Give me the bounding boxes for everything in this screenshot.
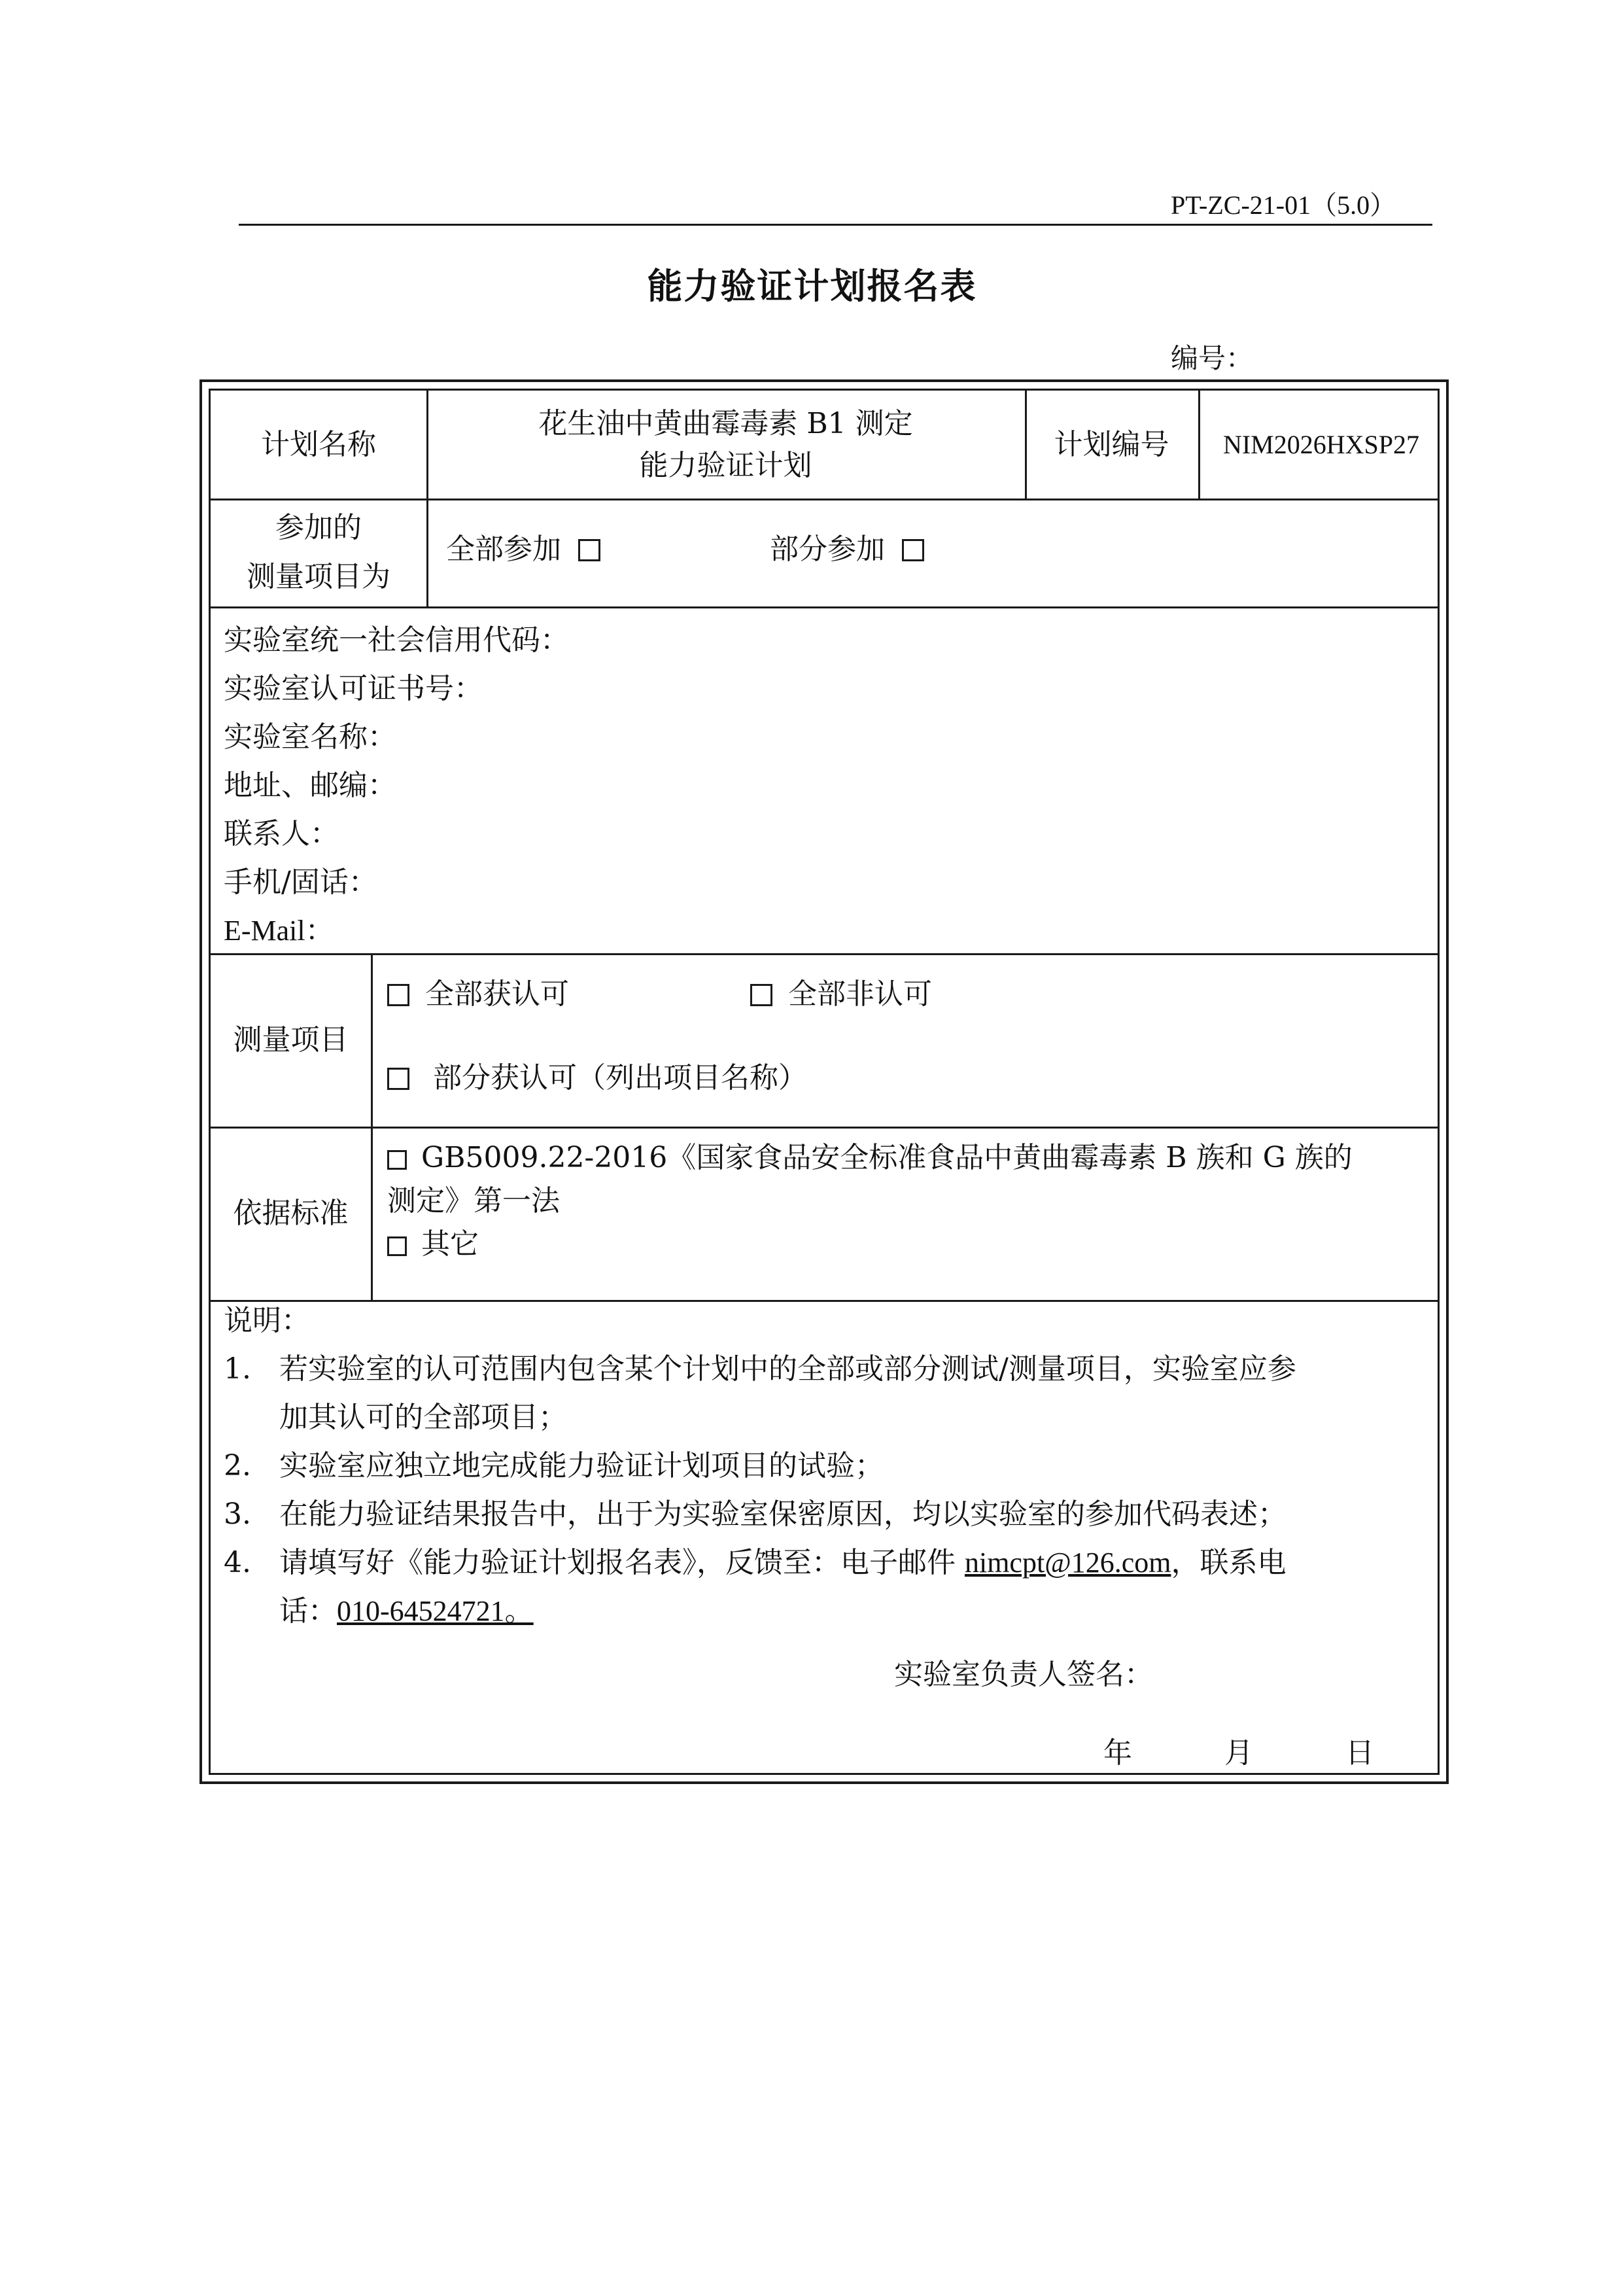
- plan-code-label-text: 计划编号: [1054, 427, 1169, 461]
- lab-info-section: [224, 616, 569, 955]
- row-divider: [211, 1127, 1438, 1129]
- standard-other-label: 其它: [421, 1227, 479, 1261]
- form-outer-border: [199, 379, 1449, 1784]
- signature-label[interactable]: 实验室负责人签名：: [894, 1658, 1153, 1691]
- standard-label: [211, 1127, 371, 1300]
- field-email[interactable]: E-Mail：: [224, 915, 334, 947]
- date-day-label[interactable]: 日: [1345, 1736, 1374, 1770]
- checkbox-standard-other[interactable]: [387, 1236, 407, 1256]
- notes-section: [224, 1297, 1425, 1636]
- plan-name-line-2: 能力验证计划: [639, 448, 812, 482]
- plan-code-value-text: NIM2026HXSP27: [1222, 429, 1420, 459]
- note-item: [224, 1442, 1425, 1490]
- option-all-accredited-label: 全部获认可: [425, 977, 569, 1011]
- note-3-text: 在能力验证结果报告中，出于为实验室保密原因，均以实验室的参加代码表述；: [279, 1498, 1287, 1531]
- note-item: [224, 1490, 1425, 1539]
- note-4-text-cont: ，联系电: [1171, 1546, 1287, 1579]
- note-item: [224, 1345, 1425, 1442]
- row-divider: [211, 606, 1438, 608]
- checkbox-participate-partial[interactable]: [902, 539, 924, 561]
- plan-name-line-1: 花生油中黄曲霉毒素 B1 测定: [538, 406, 913, 440]
- plan-name-label-text: 计划名称: [261, 427, 376, 461]
- checkbox-all-non-accredited[interactable]: [750, 984, 772, 1006]
- notes-title: 说明：: [224, 1304, 310, 1337]
- option-participate-all-label: 全部参加: [446, 533, 561, 566]
- checkbox-all-accredited[interactable]: [387, 984, 409, 1006]
- note-number: 4.: [224, 1546, 251, 1579]
- note-2-text: 实验室应独立地完成能力验证计划项目的试验；: [279, 1449, 884, 1482]
- checkbox-standard-gb[interactable]: [387, 1150, 407, 1170]
- option-standard-other[interactable]: [387, 1223, 1353, 1266]
- note-number: 1.: [224, 1352, 251, 1386]
- standard-label-text: 依据标准: [233, 1196, 349, 1230]
- option-all-accredited[interactable]: [387, 973, 569, 1016]
- column-divider: [371, 953, 373, 1300]
- option-standard-gb[interactable]: [387, 1136, 1353, 1180]
- date-month-label[interactable]: 月: [1224, 1736, 1253, 1770]
- date-year-label[interactable]: 年: [1103, 1736, 1132, 1770]
- checkbox-partial-accredited[interactable]: [387, 1068, 409, 1090]
- plan-code-label: [1025, 391, 1198, 499]
- contact-phone: 010-64524721。: [337, 1595, 534, 1627]
- checkbox-participate-all[interactable]: [578, 539, 600, 561]
- form-title: 能力验证计划报名表: [647, 266, 977, 307]
- note-4-tel-label: 话：: [279, 1594, 337, 1628]
- header-rule: [239, 224, 1432, 226]
- note-1-line-1: 若实验室的认可范围内包含某个计划中的全部或部分测试/测量项目，实验室应参: [279, 1352, 1296, 1386]
- field-contact-person[interactable]: 联系人：: [224, 817, 339, 850]
- participation-label: [211, 499, 426, 606]
- field-address-postcode[interactable]: 地址、邮编：: [224, 769, 396, 802]
- option-all-non-accredited-label: 全部非认可: [788, 977, 932, 1011]
- field-credit-code[interactable]: 实验室统一社会信用代码：: [224, 623, 569, 657]
- option-partial-accredited-label: 部分获认可（列出项目名称）: [433, 1061, 807, 1095]
- serial-number-label: 编号：: [1171, 342, 1254, 374]
- plan-name-value: [426, 391, 1025, 499]
- field-phone[interactable]: 手机/固话：: [224, 866, 377, 899]
- standard-gb-line-2: 测定》第一法: [387, 1184, 560, 1218]
- option-participate-partial[interactable]: [770, 528, 924, 571]
- document-code: PT-ZC-21-01（5.0）: [1171, 190, 1396, 220]
- field-lab-name[interactable]: 实验室名称：: [224, 720, 396, 754]
- note-4-text: 请填写好《能力验证计划报名表》，反馈至：电子邮件: [279, 1546, 965, 1579]
- note-1-line-2: 加其认可的全部项目；: [279, 1401, 567, 1434]
- standard-options: [387, 1136, 1353, 1266]
- note-number: 2.: [224, 1449, 251, 1482]
- form-table: [209, 389, 1440, 1775]
- standard-gb-line-1: GB5009.22-2016《国家食品安全标准食品中黄曲霉毒素 B 族和 G 族的: [421, 1141, 1353, 1174]
- option-participate-partial-label: 部分参加: [770, 533, 885, 566]
- contact-email-link[interactable]: nimcpt@126.com: [964, 1547, 1171, 1579]
- note-item: [224, 1539, 1425, 1636]
- plan-name-label: [211, 391, 426, 499]
- option-all-non-accredited[interactable]: [750, 973, 932, 1016]
- measurement-label-text: 测量项目: [233, 1023, 349, 1057]
- option-participate-all[interactable]: [446, 528, 600, 571]
- measurement-label: [211, 953, 371, 1127]
- plan-code-value: [1198, 391, 1444, 499]
- option-partial-accredited[interactable]: [387, 1057, 807, 1100]
- participation-label-line-2: 测量项目为: [247, 559, 390, 593]
- field-accreditation-number[interactable]: 实验室认可证书号：: [224, 672, 483, 705]
- participation-label-line-1: 参加的: [275, 510, 362, 544]
- note-number: 3.: [224, 1498, 251, 1531]
